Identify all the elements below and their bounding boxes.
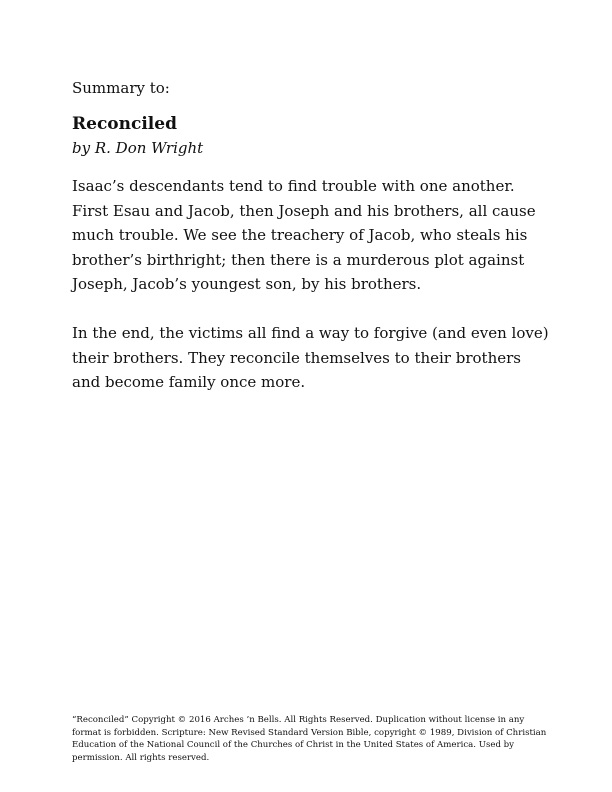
document-title: Reconciled [72,114,177,134]
summary-label: Summary to: [72,79,170,97]
summary-paragraph: Isaac’s descendants tend to find trouble with one another. First Esau and Jacob, then Joseph and his brothers, all cause much trouble. We see the treachery of Jacob, who steals his brother’s birthright; then there is a murderous plot against Joseph, Jacob’s youngest son, by his brothers. [72,177,536,293]
summary-body [72,174,552,395]
summary-paragraph: In the end, the victims all find a way to forgive (and even love) their brothers. They reconcile themselves to their brothers and become family once more. [72,324,549,391]
copyright-footer [72,714,550,764]
copyright-text: “Reconciled” Copyright © 2016 Arches ’n Bells. All Rights Reserved. Duplication without license in any format is forbidden. Scripture: New Revised Standard Version Bible, copyright © 1989, Division of Christian Education of the National Council of the Churches of Christ in the United States of America. Used by permission. All rights reserved. [72,715,547,763]
author-byline: by R. Don Wright [72,139,204,157]
